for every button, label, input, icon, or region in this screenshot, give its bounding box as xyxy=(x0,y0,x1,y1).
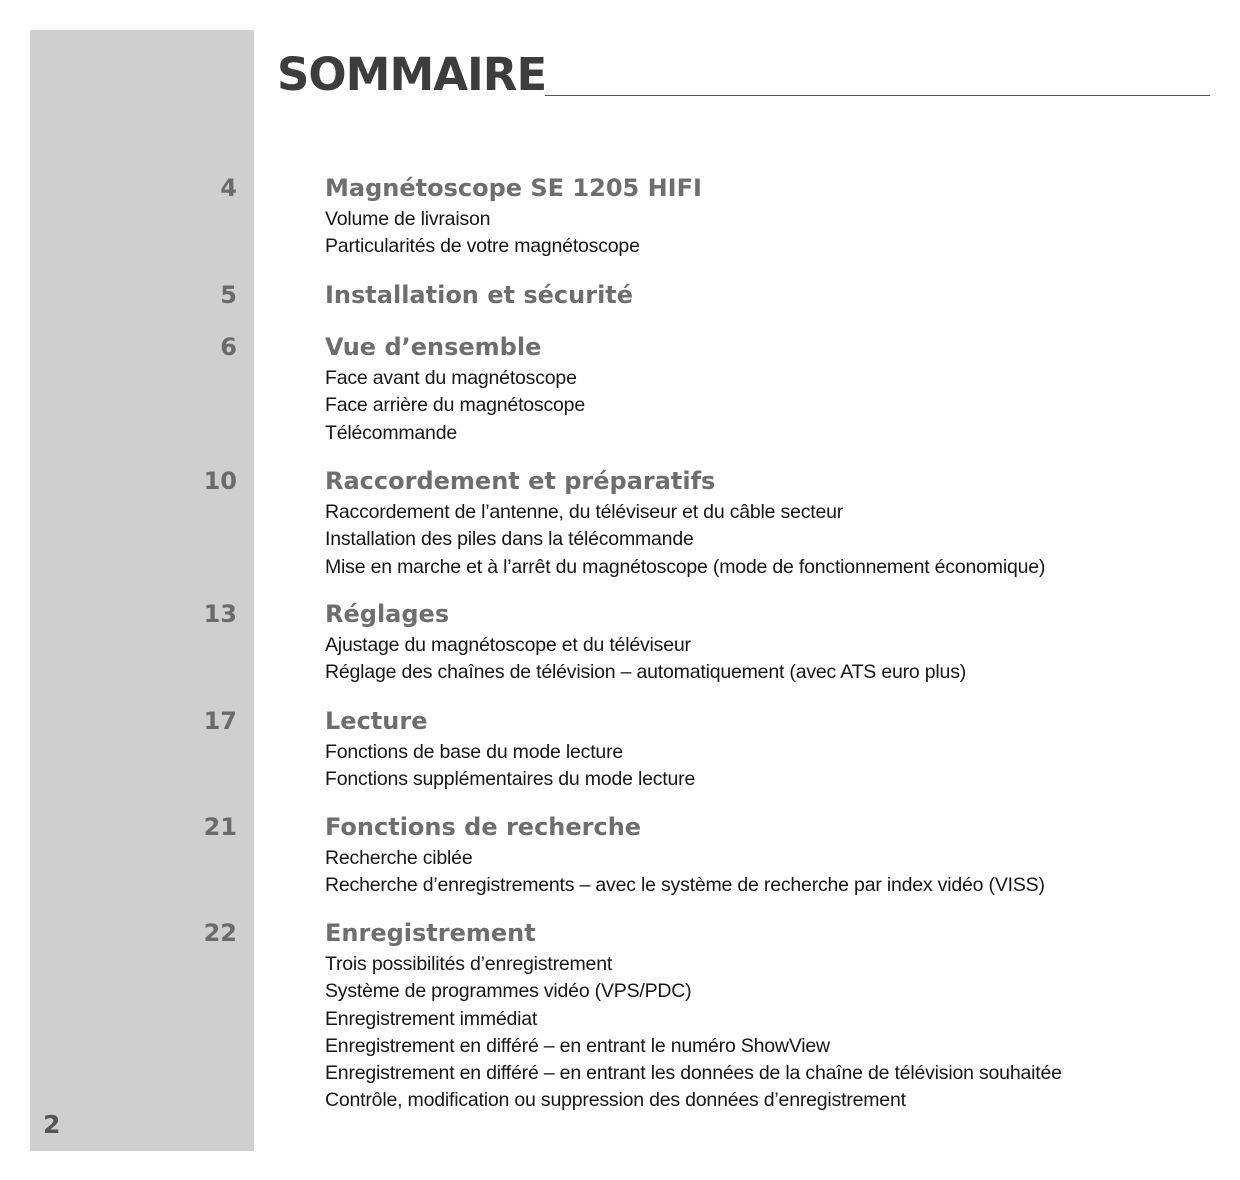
sub-entry[interactable]: Face avant du magnétoscope xyxy=(325,367,577,389)
sub-entry[interactable]: Mise en marche et à l’arrêt du magnétoscope (mode de fonctionnement économique) xyxy=(325,555,1046,578)
sub-entry-list xyxy=(325,739,695,794)
section-page-number: 5 xyxy=(220,281,237,309)
sub-entry-list xyxy=(325,632,966,687)
sub-entry[interactable]: Recherche d’enregistrements – avec le système de recherche par index vidéo (VISS) xyxy=(325,874,1045,897)
sub-entry-list xyxy=(325,206,640,261)
section-page-number: 10 xyxy=(203,467,237,495)
sub-entry[interactable]: Réglage des chaînes de télévision – automatiquement (avec ATS euro plus) xyxy=(325,661,967,684)
sub-entry[interactable]: Volume de livraison xyxy=(325,208,491,230)
sub-entry[interactable]: Particularités de votre magnétoscope xyxy=(325,235,640,258)
section-page-number: 17 xyxy=(203,707,237,735)
section-page-number: 22 xyxy=(203,919,237,947)
section-title[interactable]: Réglages xyxy=(325,600,450,628)
title-rule xyxy=(545,95,1210,96)
sub-entry-list xyxy=(325,499,1045,581)
section-page-number: 6 xyxy=(220,333,237,361)
section-title[interactable]: Enregistrement xyxy=(325,919,536,947)
sub-entry[interactable]: Recherche ciblée xyxy=(325,847,473,869)
section-page-number: 21 xyxy=(203,813,237,841)
section-title[interactable]: Raccordement et préparatifs xyxy=(325,467,716,495)
sub-entry[interactable]: Contrôle, modification ou suppression des données d’enregistrement xyxy=(325,1089,906,1112)
sub-entry[interactable]: Système de programmes vidéo (VPS/PDC) xyxy=(325,980,692,1003)
sub-entry[interactable]: Face arrière du magnétoscope xyxy=(325,394,585,417)
sub-entry[interactable]: Enregistrement immédiat xyxy=(325,1007,538,1030)
sub-entry[interactable]: Raccordement de l’antenne, du téléviseur et du câble secteur xyxy=(325,501,844,523)
section-title[interactable]: Magnétoscope SE 1205 HIFI xyxy=(325,174,702,202)
page-title: SOMMAIRE xyxy=(277,48,547,101)
sub-entry-list xyxy=(325,365,585,447)
sub-entry[interactable]: Fonctions de base du mode lecture xyxy=(325,741,624,763)
section-title[interactable]: Lecture xyxy=(325,707,428,735)
page-number: 2 xyxy=(43,1110,61,1139)
sub-entry[interactable]: Télécommande xyxy=(325,421,457,444)
sub-entry-list xyxy=(325,951,1062,1115)
section-title[interactable]: Installation et sécurité xyxy=(325,281,634,309)
section-title[interactable]: Vue d’ensemble xyxy=(325,333,542,361)
sub-entry[interactable]: Installation des piles dans la télécommande xyxy=(325,528,694,551)
section-page-number: 4 xyxy=(220,174,237,202)
sub-entry[interactable]: Ajustage du magnétoscope et du téléviseur xyxy=(325,634,691,656)
section-page-number: 13 xyxy=(203,600,237,628)
sub-entry[interactable]: Enregistrement en différé – en entrant le numéro ShowView xyxy=(325,1034,830,1057)
sub-entry[interactable]: Trois possibilités d’enregistrement xyxy=(325,953,613,975)
sub-entry-list xyxy=(325,845,1045,900)
section-title[interactable]: Fonctions de recherche xyxy=(325,813,642,841)
sub-entry[interactable]: Enregistrement en différé – en entrant les données de la chaîne de télévision souhaitée xyxy=(325,1062,1062,1085)
sub-entry[interactable]: Fonctions supplémentaires du mode lecture xyxy=(325,768,696,791)
